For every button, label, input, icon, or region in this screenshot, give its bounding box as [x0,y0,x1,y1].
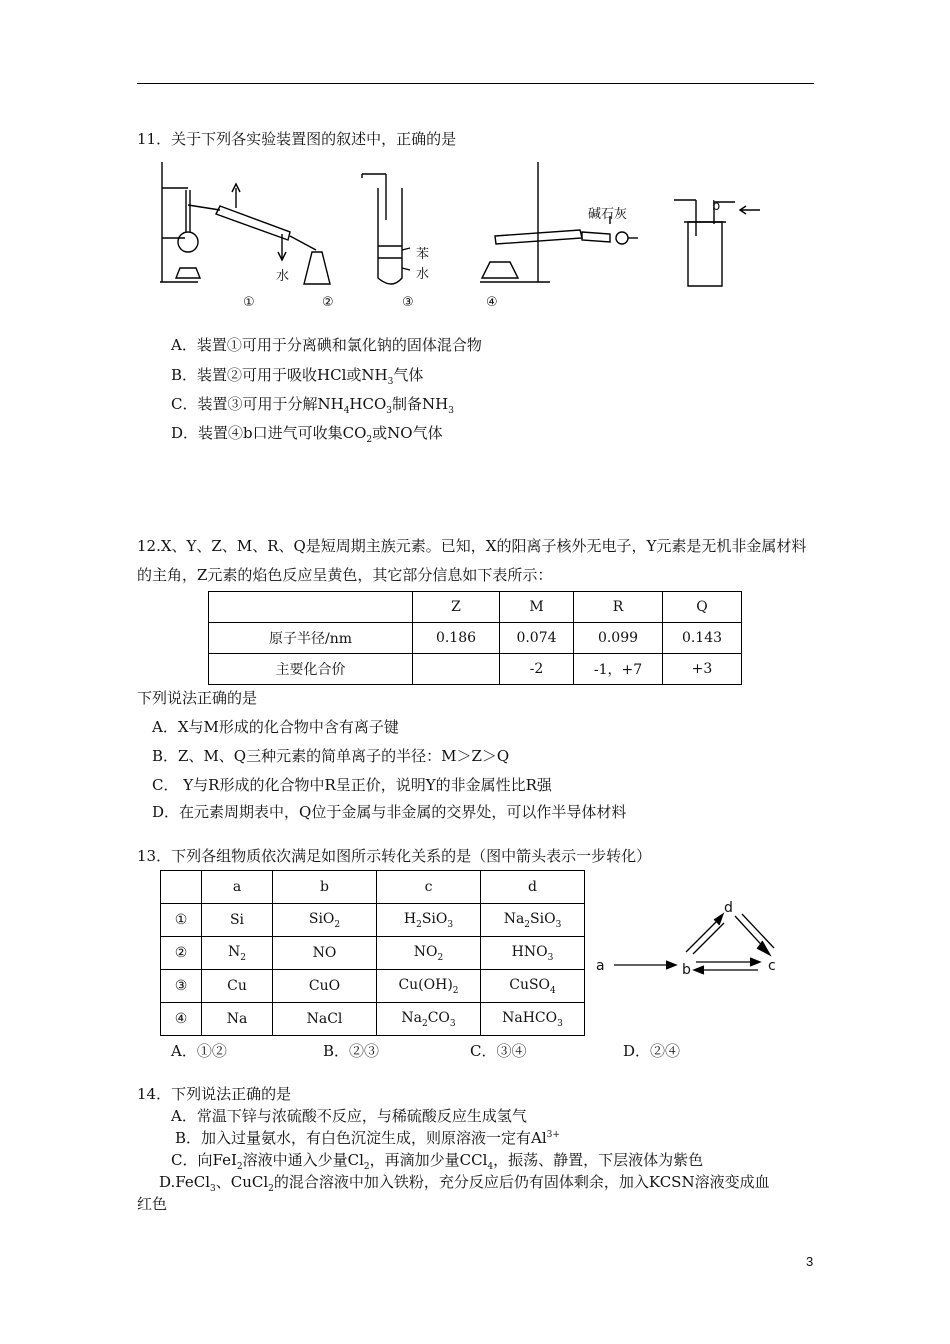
q11-option-a: A．装置①可用于分离碘和氯化钠的固体混合物 [171,336,482,354]
table-row: 主要化合价 -2 -1，+7 +3 [209,654,742,685]
header-rule [137,83,814,84]
q11-label-water: 水 [276,269,290,284]
q11-label-4: ④ [486,295,498,310]
table-row: ① Si SiO$_2$ $H_2SiO_3$ $Na_2SiO_3$ [161,904,585,937]
q11-option-d: D．装置④b口进气可收集$CO_2$或NO气体 [171,424,443,445]
q11-label-benzene: 苯 [416,247,430,262]
q12-option-c: C． Y与R形成的化合物中R呈正价，说明Y的非金属性比R强 [152,776,552,794]
page-number: 3 [806,1254,814,1269]
table-row: 原子半径/nm 0.186 0.074 0.099 0.143 [209,623,742,654]
q14-option-c: C．向FeI$_2$溶液中通入少量$Cl_2$，再滴加少量CCl$_4$，振荡、静置，下层液体为紫色 [171,1151,704,1172]
q13-substance-table [160,870,585,1036]
q13-option-b: B．②③ [323,1042,380,1060]
q12-stem-line2: 的主角，Z元素的焰色反应呈黄色，其它部分信息如下表所示： [137,566,553,584]
q14-stem: 14．下列说法正确的是 [137,1085,292,1103]
q11-option-c: C．装置③可用于分解$NH_4HCO_3$制备$NH_3$ [171,395,454,416]
q14-option-b: B．加入过量氨水，有白色沉淀生成，则原溶液一定有$Al^{3+}$ [175,1129,560,1147]
q11-option-b: B．装置②可用于吸收HCl或$NH_3$气体 [171,366,424,387]
q13-option-c: C．③④ [470,1042,527,1060]
q13-diagram-a: a [596,958,605,974]
q11-label-water2: 水 [416,267,430,282]
q12-option-d: D．在元素周期表中，Q位于金属与非金属的交界处，可以作半导体材料 [152,803,627,821]
q12-option-a: A．X与M形成的化合物中含有离子键 [152,718,399,736]
table-header-row: Z M R Q [209,592,742,623]
q13-diagram-d: d [724,900,733,916]
q12-option-b: B．Z、M、Q三种元素的简单离子的半径：M＞Z＞Q [152,747,510,765]
q13-stem: 13．下列各组物质依次满足如图所示转化关系的是（图中箭头表示一步转化） [137,847,652,865]
q11-label-2: ② [322,295,334,310]
q13-option-d: D．②④ [623,1042,681,1060]
table-row: ② $N_2$ NO $NO_2$ $HNO_3$ [161,937,585,970]
q13-diagram-c: c [768,958,776,974]
table-row: ④ Na NaCl $Na_2CO_3$ NaHCO$_3$ [161,1003,585,1036]
q12-lead: 下列说法正确的是 [137,689,258,707]
q14-option-a: A．常温下锌与浓硫酸不反应，与稀硫酸反应生成氢气 [171,1107,527,1125]
q11-stem: 11．关于下列各实验装置图的叙述中，正确的是 [137,130,457,148]
table-header-row: a b c d [161,871,585,904]
q12-stem-line1: 12.X、Y、Z、M、R、Q是短周期主族元素。已知，X的阳离子核外无电子，Y元素是无机非金属材料 [137,537,807,555]
q12-element-table [208,591,742,685]
q11-label-soda-lime: 碱石灰 [588,207,628,222]
q13-transformation-diagram [590,892,790,987]
q11-label-3: ③ [402,295,414,310]
q13-option-a: A．①② [171,1042,227,1060]
q13-diagram-b: b [682,962,691,978]
q14-option-d-continued: 红色 [137,1195,168,1213]
q14-option-d: D.FeCl$_3$、CuCl$_2$的混合溶液中加入铁粉，充分反应后仍有固体剩余，加入KCSN溶液变成血 [159,1173,770,1194]
q11-apparatus-figure [140,160,760,315]
q11-label-b: b [712,199,721,214]
q11-label-1: ① [243,295,255,310]
table-row: ③ Cu CuO $Cu(OH)_2$ CuSO$_4$ [161,970,585,1003]
